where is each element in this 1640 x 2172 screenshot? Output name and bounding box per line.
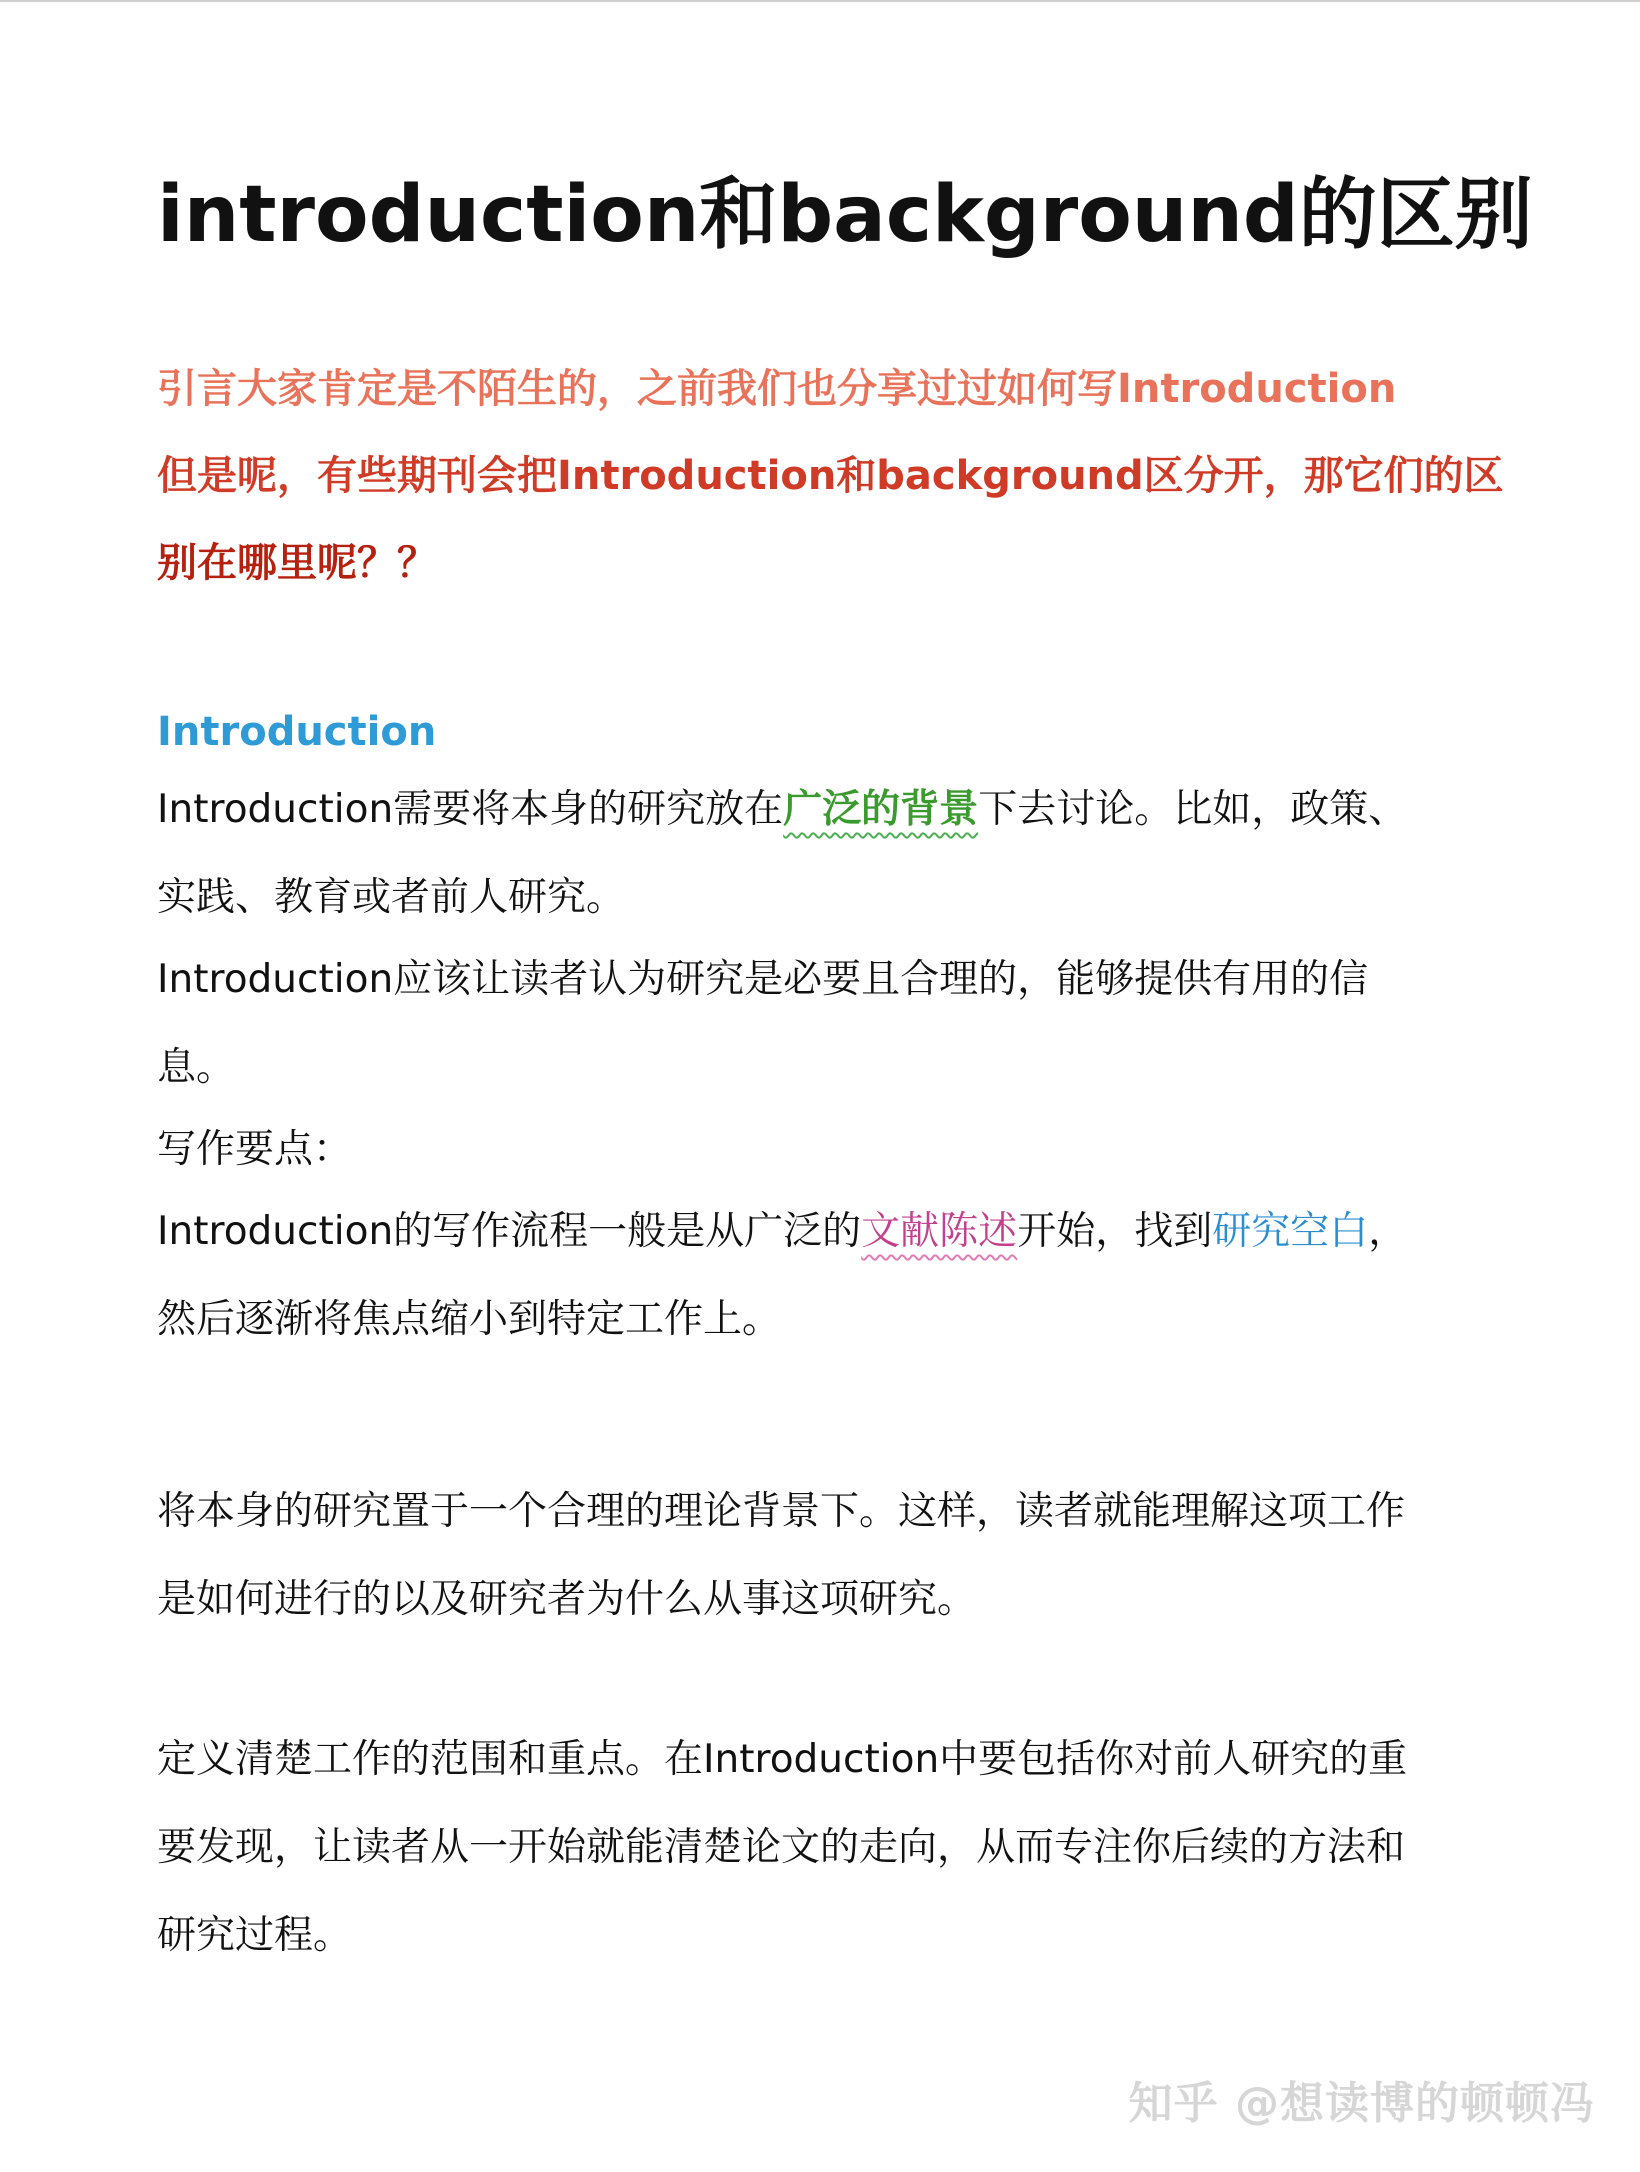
paragraph-3: [157, 1716, 1497, 1980]
intro-line-3: 别在哪里呢？？: [157, 540, 437, 586]
section-heading-introduction: Introduction: [157, 709, 437, 755]
page-title: introduction和background的区别: [157, 170, 1533, 260]
paragraph-3-line-2: 要发现，让读者从一开始就能清楚论文的走向，从而专注你后续的方法和: [157, 1825, 1406, 1870]
highlight-broad-background: 广泛的背景: [783, 787, 979, 832]
zhihu-watermark: 知乎 @想读博的顿顿冯: [1128, 2078, 1595, 2129]
paragraph-2-line-1: 将本身的研究置于一个合理的理论背景下。这样，读者就能理解这项工作: [157, 1489, 1406, 1534]
paragraph-3-line-1: 定义清楚工作的范围和重点。在Introduction中要包括你对前人研究的重: [157, 1737, 1408, 1782]
top-divider: [0, 0, 1640, 2]
text-run: Introduction的写作流程一般是从广泛的: [157, 1209, 862, 1254]
text-run: Introduction需要将本身的研究放在: [157, 787, 784, 832]
paragraph-1-line-3: Introduction应该让读者认为研究是必要且合理的，能够提供有用的信: [157, 957, 1369, 1002]
paragraph-2-line-2: 是如何进行的以及研究者为什么从事这项研究。: [157, 1577, 977, 1622]
paragraph-1: [157, 766, 1497, 1364]
paragraph-3-line-3: 研究过程。: [157, 1913, 353, 1958]
text-run: ，: [1368, 1209, 1408, 1254]
highlight-research-gap: 研究空白: [1212, 1209, 1369, 1254]
text-run: 开始，找到: [1017, 1209, 1213, 1254]
paragraph-1-line-4: 息。: [157, 1045, 236, 1090]
paragraph-1-line-1: [157, 766, 1497, 854]
paragraph-1-line-2: 实践、教育或者前人研究。: [157, 875, 626, 920]
paragraph-1-line-7: 然后逐渐将焦点缩小到特定工作上。: [157, 1297, 782, 1342]
intro-block: [157, 346, 1504, 607]
highlight-literature-review: 文献陈述: [861, 1209, 1018, 1254]
intro-line-2: 但是呢，有些期刊会把Introduction和background区分开，那它们的区: [157, 453, 1504, 499]
text-run: 下去讨论。比如，政策、: [978, 787, 1408, 832]
paragraph-1-line-6: [157, 1188, 1497, 1276]
writing-points-label: 写作要点：: [157, 1127, 353, 1172]
intro-line-1: 引言大家肯定是不陌生的，之前我们也分享过过如何写Introduction: [157, 366, 1397, 412]
paragraph-2: [157, 1468, 1497, 1644]
